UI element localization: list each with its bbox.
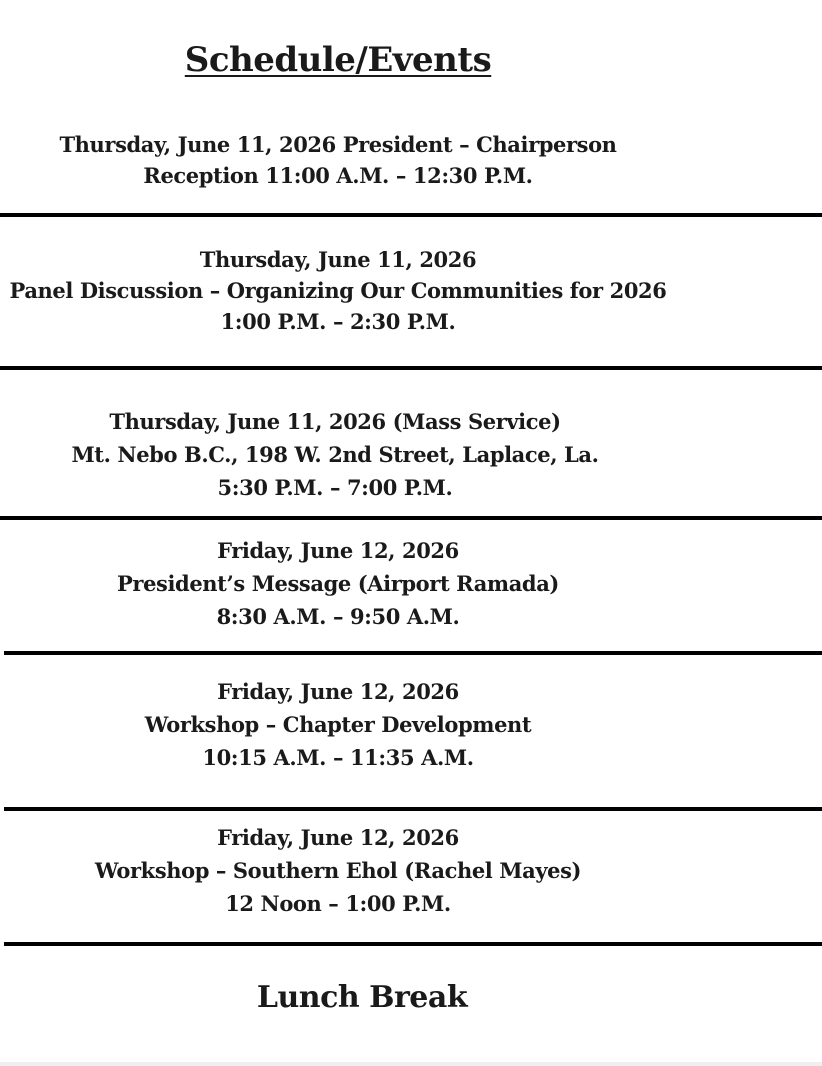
divider-4 (4, 651, 822, 655)
event-6-line-3: 12 Noon – 1:00 P.M. (225, 891, 451, 916)
event-1 (0, 129, 676, 191)
divider-5 (4, 807, 822, 811)
event-6 (0, 821, 676, 920)
event-6-line-2: Workshop – Southern Ehol (Rachel Mayes) (94, 858, 582, 883)
divider-2 (0, 366, 822, 370)
event-2-line-2: Panel Discussion – Organizing Our Communities for 2026 (9, 278, 667, 303)
event-4-line-3: 8:30 A.M. – 9:50 A.M. (216, 604, 460, 629)
event-4-line-2: President’s Message (Airport Ramada) (117, 571, 559, 596)
page-bottom-edge (0, 1062, 822, 1066)
event-5-line-1: Friday, June 12, 2026 (217, 679, 459, 704)
event-5-line-3: 10:15 A.M. – 11:35 A.M. (202, 745, 474, 770)
event-3 (0, 405, 670, 504)
lunch-break-heading: Lunch Break (256, 980, 468, 1015)
event-1-line-1: Thursday, June 11, 2026 President – Chairperson (59, 132, 617, 157)
event-5 (0, 675, 676, 774)
event-2-line-1: Thursday, June 11, 2026 (199, 247, 477, 272)
event-4-line-1: Friday, June 12, 2026 (217, 538, 459, 563)
divider-6 (4, 942, 822, 946)
event-6-line-1: Friday, June 12, 2026 (217, 825, 459, 850)
divider-1 (0, 213, 822, 217)
event-3-line-1: Thursday, June 11, 2026 (Mass Service) (109, 409, 561, 434)
event-3-line-2: Mt. Nebo B.C., 198 W. 2nd Street, Laplace, La. (71, 442, 599, 467)
event-2 (0, 244, 676, 337)
event-3-line-3: 5:30 P.M. – 7:00 P.M. (217, 475, 453, 500)
event-1-line-2: Reception 11:00 A.M. – 12:30 P.M. (143, 163, 533, 188)
divider-3 (0, 516, 822, 520)
event-5-line-2: Workshop – Chapter Development (144, 712, 532, 737)
event-4 (0, 534, 676, 633)
page-title: Schedule/Events (184, 40, 492, 80)
event-2-line-3: 1:00 P.M. – 2:30 P.M. (220, 309, 456, 334)
